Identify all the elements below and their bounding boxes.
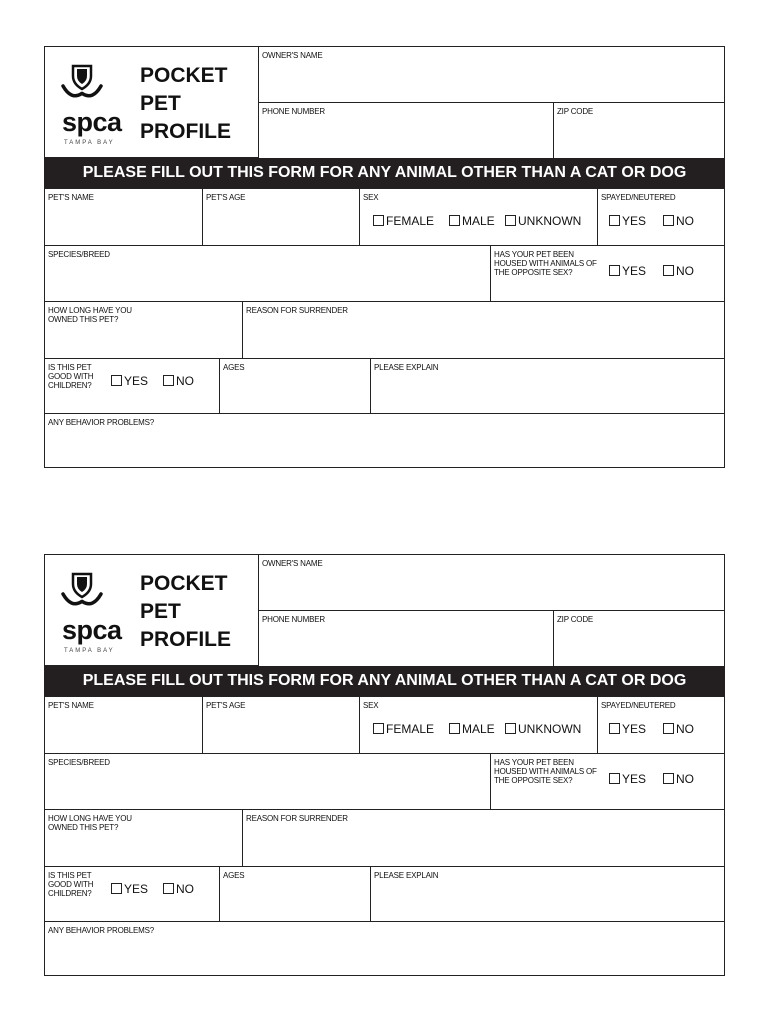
spca-wordmark: spca <box>62 107 122 137</box>
housed-opposite-sex-field <box>490 753 725 810</box>
logo-title-block <box>44 46 259 158</box>
field-label: ANY BEHAVIOR PROBLEMS? <box>48 418 155 427</box>
children-yes-option[interactable] <box>111 375 148 388</box>
field-label: PHONE NUMBER <box>262 107 325 116</box>
field-label: HOW LONG HAVE YOU OWNED THIS PET? <box>48 306 132 324</box>
option-label: FEMALE <box>386 722 435 736</box>
field-label: HOW LONG HAVE YOU OWNED THIS PET? <box>48 814 132 832</box>
checkbox[interactable] <box>449 723 460 734</box>
option-label: FEMALE <box>386 214 435 228</box>
please-explain-field[interactable] <box>370 866 725 922</box>
housed-no-option[interactable] <box>663 773 694 786</box>
title-line: PROFILE <box>140 628 232 651</box>
sex-male-option[interactable] <box>449 215 495 228</box>
field-label: SEX <box>363 701 379 710</box>
sex-field <box>359 696 598 754</box>
option-label: UNKNOWN <box>518 214 582 228</box>
option-label: MALE <box>462 722 495 736</box>
option-label: YES <box>622 722 647 736</box>
spayed-no-option[interactable] <box>663 723 694 736</box>
spayed-no-option[interactable] <box>663 215 694 228</box>
title-line: POCKET <box>140 64 228 87</box>
instruction-banner: PLEASE FILL OUT THIS FORM FOR ANY ANIMAL OTHER THAN A CAT OR DOG <box>44 666 725 696</box>
field-label: SPECIES/BREED <box>48 758 110 767</box>
field-label: PLEASE EXPLAIN <box>374 363 439 372</box>
checkbox[interactable] <box>111 883 122 894</box>
checkbox[interactable] <box>663 723 674 734</box>
field-label: AGES <box>223 871 245 880</box>
checkbox[interactable] <box>609 215 620 226</box>
field-label: REASON FOR SURRENDER <box>246 814 348 823</box>
option-label: YES <box>622 214 647 228</box>
title-line: PROFILE <box>140 120 232 143</box>
field-label: OWNER'S NAME <box>262 559 323 568</box>
species-breed-field[interactable] <box>44 753 491 810</box>
children-ages-field[interactable] <box>219 866 371 922</box>
owner-name-field[interactable] <box>258 46 725 103</box>
pet-age-field[interactable] <box>202 696 360 754</box>
sex-male-option[interactable] <box>449 723 495 736</box>
sex-unknown-option[interactable] <box>505 723 581 736</box>
pet-profile-form <box>44 46 725 468</box>
field-label: PET'S NAME <box>48 193 94 202</box>
sex-unknown-option[interactable] <box>505 215 581 228</box>
field-label: OWNER'S NAME <box>262 51 323 60</box>
species-breed-field[interactable] <box>44 245 491 302</box>
spayed-neutered-field <box>597 188 725 246</box>
sex-female-option[interactable] <box>373 215 434 228</box>
field-label: SPAYED/NEUTERED <box>601 193 676 202</box>
phone-number-field[interactable] <box>258 102 554 159</box>
please-explain-field[interactable] <box>370 358 725 414</box>
field-label: IS THIS PET GOOD WITH CHILDREN? <box>48 363 94 390</box>
form-title <box>140 570 231 654</box>
pet-name-field[interactable] <box>44 188 203 246</box>
behavior-problems-field[interactable] <box>44 413 725 468</box>
sex-female-option[interactable] <box>373 723 434 736</box>
field-label: ZIP CODE <box>557 615 594 624</box>
field-label: PET'S AGE <box>206 193 246 202</box>
behavior-problems-field[interactable] <box>44 921 725 976</box>
field-label: HAS YOUR PET BEEN HOUSED WITH ANIMALS OF THE OPPOSITE SEX? <box>494 758 597 785</box>
housed-yes-option[interactable] <box>609 265 646 278</box>
children-yes-option[interactable] <box>111 883 148 896</box>
phone-number-field[interactable] <box>258 610 554 667</box>
zip-code-field[interactable] <box>553 610 725 667</box>
spca-subtitle: TAMPA BAY <box>64 140 115 146</box>
housed-no-option[interactable] <box>663 265 694 278</box>
checkbox[interactable] <box>663 773 674 784</box>
field-label: HAS YOUR PET BEEN HOUSED WITH ANIMALS OF THE OPPOSITE SEX? <box>494 250 597 277</box>
field-label: PET'S AGE <box>206 701 246 710</box>
checkbox[interactable] <box>505 215 516 226</box>
children-ages-field[interactable] <box>219 358 371 414</box>
option-label: NO <box>176 374 194 388</box>
field-label: IS THIS PET GOOD WITH CHILDREN? <box>48 871 94 898</box>
checkbox[interactable] <box>609 723 620 734</box>
logo-title-block <box>44 554 259 666</box>
spca-logo-icon <box>59 62 109 104</box>
form-title <box>140 62 231 146</box>
spayed-yes-option[interactable] <box>609 215 646 228</box>
pet-age-field[interactable] <box>202 188 360 246</box>
option-label: UNKNOWN <box>518 722 582 736</box>
surrender-reason-field[interactable] <box>242 301 725 359</box>
good-with-children-field <box>44 358 220 414</box>
checkbox[interactable] <box>373 723 384 734</box>
checkbox[interactable] <box>505 723 516 734</box>
checkbox[interactable] <box>449 215 460 226</box>
checkbox[interactable] <box>663 215 674 226</box>
instruction-banner: PLEASE FILL OUT THIS FORM FOR ANY ANIMAL OTHER THAN A CAT OR DOG <box>44 158 725 188</box>
housed-opposite-sex-field <box>490 245 725 302</box>
checkbox[interactable] <box>609 773 620 784</box>
field-label: PHONE NUMBER <box>262 615 325 624</box>
surrender-reason-field[interactable] <box>242 809 725 867</box>
field-label: REASON FOR SURRENDER <box>246 306 348 315</box>
checkbox[interactable] <box>373 215 384 226</box>
option-label: NO <box>176 882 194 896</box>
good-with-children-field <box>44 866 220 922</box>
checkbox[interactable] <box>163 883 174 894</box>
option-label: NO <box>676 772 694 786</box>
spca-subtitle: TAMPA BAY <box>64 648 115 654</box>
pet-profile-form <box>44 554 725 976</box>
sex-field <box>359 188 598 246</box>
checkbox[interactable] <box>663 265 674 276</box>
pet-name-field[interactable] <box>44 696 203 754</box>
time-owned-field[interactable] <box>44 301 243 359</box>
title-line: PET <box>140 600 181 623</box>
option-label: NO <box>676 214 694 228</box>
time-owned-field[interactable] <box>44 809 243 867</box>
field-label: PLEASE EXPLAIN <box>374 871 439 880</box>
checkbox[interactable] <box>111 375 122 386</box>
option-label: YES <box>622 264 647 278</box>
field-label: PET'S NAME <box>48 701 94 710</box>
option-label: MALE <box>462 214 495 228</box>
spca-wordmark: spca <box>62 615 122 645</box>
zip-code-field[interactable] <box>553 102 725 159</box>
housed-yes-option[interactable] <box>609 773 646 786</box>
children-no-option[interactable] <box>163 375 194 388</box>
field-label: SEX <box>363 193 379 202</box>
owner-name-field[interactable] <box>258 554 725 611</box>
option-label: YES <box>124 882 149 896</box>
field-label: SPAYED/NEUTERED <box>601 701 676 710</box>
option-label: YES <box>124 374 149 388</box>
spca-logo-icon <box>59 570 109 612</box>
spayed-yes-option[interactable] <box>609 723 646 736</box>
field-label: ZIP CODE <box>557 107 594 116</box>
title-line: PET <box>140 92 181 115</box>
title-line: POCKET <box>140 572 228 595</box>
spayed-neutered-field <box>597 696 725 754</box>
field-label: AGES <box>223 363 245 372</box>
field-label: ANY BEHAVIOR PROBLEMS? <box>48 926 155 935</box>
option-label: NO <box>676 264 694 278</box>
option-label: NO <box>676 722 694 736</box>
children-no-option[interactable] <box>163 883 194 896</box>
checkbox[interactable] <box>609 265 620 276</box>
checkbox[interactable] <box>163 375 174 386</box>
field-label: SPECIES/BREED <box>48 250 110 259</box>
option-label: YES <box>622 772 647 786</box>
